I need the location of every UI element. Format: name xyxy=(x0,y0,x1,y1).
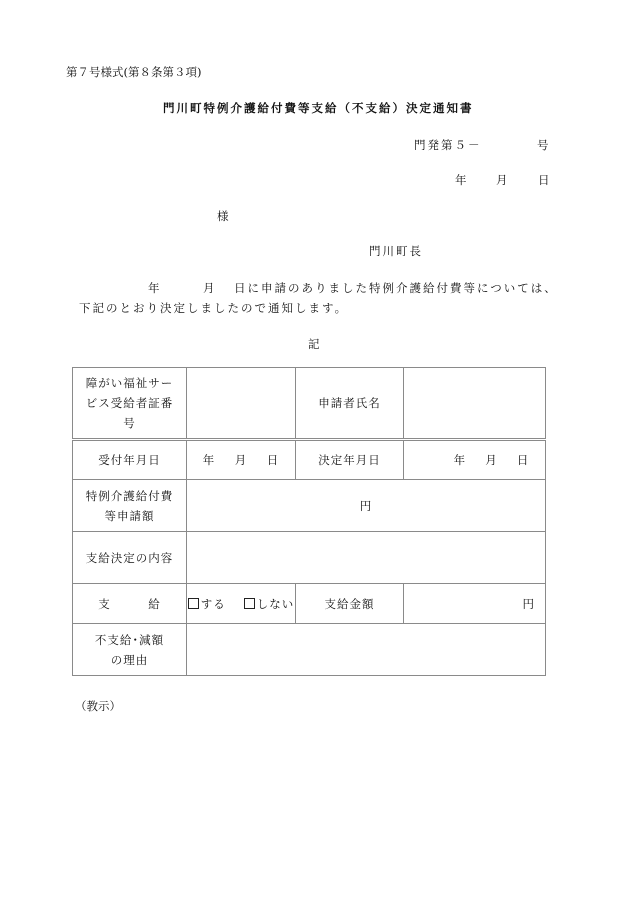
table-row xyxy=(73,584,546,624)
table-row xyxy=(73,480,546,532)
checkbox-icon xyxy=(244,598,255,609)
table-row xyxy=(73,368,546,440)
addressee-suffix: 様 xyxy=(217,209,229,223)
decision-content-value[interactable] xyxy=(187,532,546,584)
reason-value[interactable] xyxy=(187,624,546,676)
payment-amount-value[interactable]: 円 xyxy=(404,584,546,624)
decision-content-label: 支給決定の内容 xyxy=(73,532,187,584)
body-year: 年 xyxy=(148,281,160,295)
date-day: 日 xyxy=(538,173,550,187)
decision-table xyxy=(72,367,546,676)
form-number: 第７号様式(第８条第３項) xyxy=(66,65,202,79)
instruction-heading: （教示） xyxy=(75,699,121,713)
decision-date-label: 決定年月日 xyxy=(296,440,404,480)
table-row xyxy=(73,624,546,676)
body-month: 月 xyxy=(203,281,215,295)
date-year: 年 xyxy=(455,173,467,187)
date-month: 月 xyxy=(496,173,508,187)
payment-options xyxy=(187,584,296,624)
payment-amount-label: 支給金額 xyxy=(296,584,404,624)
body-line2-text: 下記のとおり決定しましたので通知します。 xyxy=(79,301,349,315)
table-row xyxy=(73,440,546,480)
option-yes[interactable]: する xyxy=(188,594,226,614)
received-date-label: 受付年月日 xyxy=(73,440,187,480)
received-date-value[interactable]: 年 月 日 xyxy=(187,440,296,480)
document-number-suffix: 号 xyxy=(537,138,549,152)
cert-number-label: 障がい福祉サー ビス受給者証番 号 xyxy=(73,368,187,440)
body-line1-text: 日に申請のありました特例介護給付費等については、 xyxy=(234,281,558,295)
decision-date-value[interactable]: 年 月 日 xyxy=(404,440,546,480)
document-number-prefix: 門発第５－ xyxy=(414,138,482,152)
cert-number-value[interactable] xyxy=(187,368,296,440)
document-title: 門川町特例介護給付費等支給（不支給）決定通知書 xyxy=(163,101,474,115)
applicant-name-value[interactable] xyxy=(404,368,546,440)
ki-heading: 記 xyxy=(308,337,320,351)
checkbox-icon xyxy=(188,598,199,609)
issuer: 門川町長 xyxy=(369,244,423,258)
requested-amount-value[interactable]: 円 xyxy=(187,480,546,532)
requested-amount-label: 特例介護給付費 等申請額 xyxy=(73,480,187,532)
applicant-name-label: 申請者氏名 xyxy=(296,368,404,440)
option-no[interactable]: しない xyxy=(244,594,295,614)
table-row xyxy=(73,532,546,584)
reason-label: 不支給･減額 の理由 xyxy=(73,624,187,676)
payment-label: 支 給 xyxy=(73,584,187,624)
